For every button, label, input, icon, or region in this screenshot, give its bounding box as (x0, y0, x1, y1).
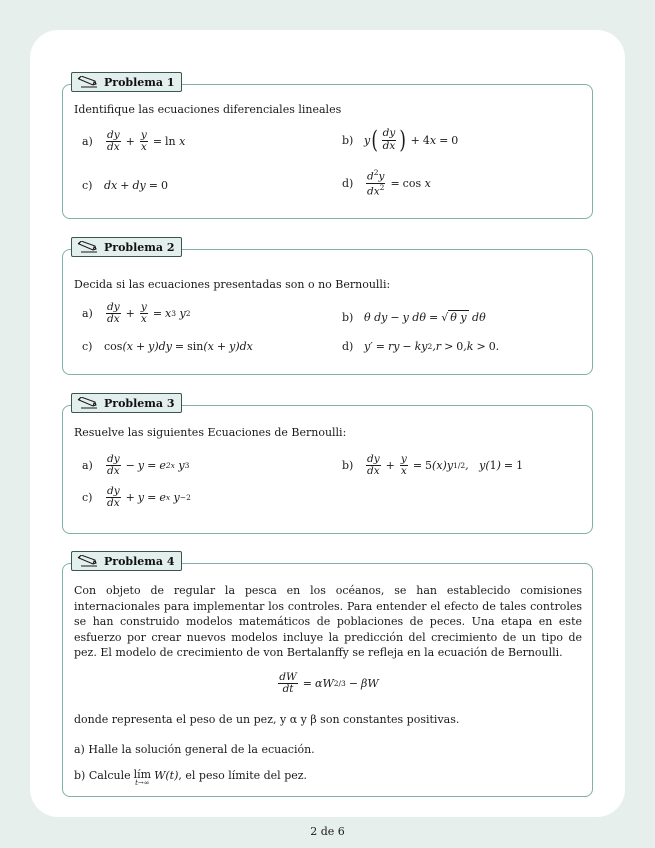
problem-3-intro: Resuelve las siguientes Ecuaciones de Bernoulli: (74, 426, 347, 439)
problem-4-tag (71, 551, 182, 571)
p1-item-a: a) $\frac{dy}{dx}$ + $\frac{y}{x}$ = ln x (82, 129, 186, 154)
bertalanffy-equation: $\frac{dW}{dt}$ = αW 2/3 − βW (279, 671, 379, 696)
p4-part-a (74, 743, 315, 756)
item-label: b) (342, 459, 354, 473)
problem-1-label: Problema 1 (104, 75, 175, 89)
item-label: c) (82, 340, 93, 353)
item-label: b) (342, 133, 354, 147)
p2-item-d: d) y′ = ry − ky 2 ,r > 0 ,k > 0. (342, 340, 500, 353)
problem-2-intro: Decida si las ecuaciones presentadas son o no Bernoulli: (74, 278, 391, 291)
problem-1-tag (71, 72, 182, 92)
p1-item-d: d) $\frac{d^2y}{dx^2}$ = cos x (342, 168, 431, 198)
problem-3-tag (71, 393, 182, 413)
p2-item-b: b) θ dy − y dθ = √ θ y dθ (342, 310, 486, 324)
part-text-before: Calcule (88, 769, 131, 782)
item-label: a) (82, 135, 93, 149)
page-number: 2 de 6 (310, 825, 345, 838)
part-label: a) (74, 743, 85, 756)
item-label: c) (82, 491, 93, 505)
problem-3-label: Problema 3 (104, 396, 175, 410)
problem-2-box (62, 240, 593, 375)
item-label: d) (342, 340, 354, 353)
problem-2-tag (71, 237, 182, 257)
item-label: c) (82, 179, 93, 192)
limit-operator: lím t→∞ (133, 768, 152, 787)
problem-4-label: Problema 4 (104, 554, 175, 568)
part-text: Halle la solución general de la ecuación. (88, 743, 315, 756)
pencil-icon (77, 555, 99, 567)
pencil-icon (77, 76, 99, 88)
p1-item-b: b) y ( $\frac{dy}{dx}$ ) + 4 x = 0 (342, 126, 459, 154)
problem-3-box (62, 396, 593, 534)
item-label: d) (342, 176, 354, 190)
p2-item-c: c) cos (x + y)dy = sin (x + y)dx (82, 340, 253, 353)
problem-4-box (62, 554, 593, 797)
p3-item-a: a) $\frac{dy}{dx}$ − y = e 2x y 3 (82, 453, 190, 478)
p3-item-b: b) $\frac{dy}{dx}$ + $\frac{y}{x}$ = 5 (x)y 1/2 , y( 1 ) = 1 (342, 453, 524, 478)
p1-item-c: c) dx + dy = 0 (82, 179, 168, 192)
problem-2-label: Problema 2 (104, 240, 175, 254)
p3-item-c: c) $\frac{dy}{dx}$ + y = e x y −2 (82, 485, 191, 510)
p2-item-a: a) $\frac{dy}{dx}$ + $\frac{y}{x}$ = x 3 y 2 (82, 301, 191, 326)
problem-4-intro: Con objeto de regular la pesca en los océanos, se han establecido comisiones internacionales para implementar los controles. Para entender el efecto de tales controles se han construido modelos matemáticos de poblaciones de peces. Una etapa en este esfuerzo por crear nuevos modelos incluye la predicción del crecimiento de un tipo de pez. El modelo de crecimiento de von Bertalanffy se refleja en la ecuación de Bernoulli. (74, 584, 582, 660)
part-label: b) (74, 769, 86, 782)
problem-1-box (62, 75, 593, 219)
pencil-icon (77, 241, 99, 253)
pencil-icon (77, 397, 99, 409)
problem-4-note: donde representa el peso de un pez, y α y β son constantes positivas. (74, 713, 460, 726)
item-label: b) (342, 310, 354, 324)
p4-part-b (74, 769, 307, 787)
limit-expr: W(t) (154, 769, 179, 782)
part-text-after: , el peso límite del pez. (178, 769, 308, 782)
item-label: a) (82, 307, 93, 321)
problem-1-intro: Identifique las ecuaciones diferenciales lineales (74, 103, 342, 116)
item-label: a) (82, 459, 93, 473)
